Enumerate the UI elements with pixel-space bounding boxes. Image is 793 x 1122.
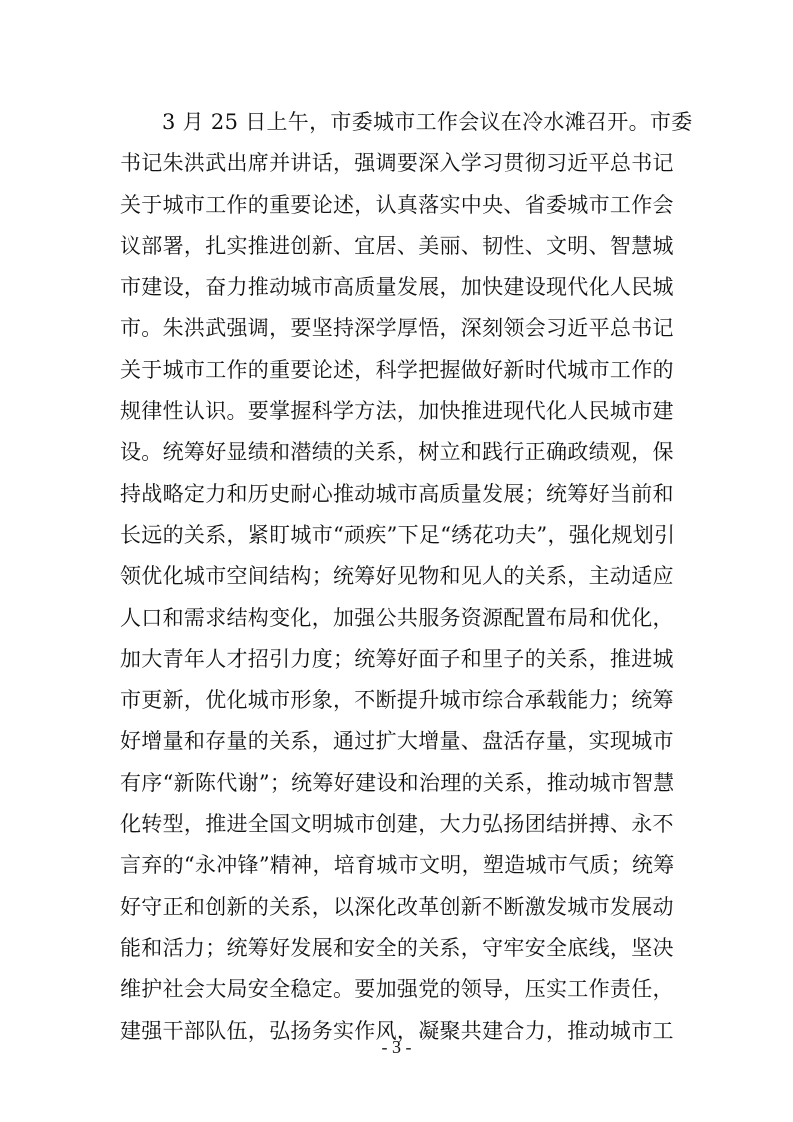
- text-line: 建强干部队伍，弘扬务实作风，凝聚共建合力，推动城市工: [120, 1018, 674, 1043]
- text-line: 议部署，扎实推进创新、宜居、美丽、韧性、文明、智慧城: [120, 233, 674, 258]
- text-line: 有序“新陈代谢”；统筹好建设和治理的关系，推动城市智慧: [120, 770, 675, 795]
- text-line: 关于城市工作的重要论述，科学把握做好新时代城市工作的: [120, 357, 674, 382]
- text-line: 书记朱洪武出席并讲话，强调要深入学习贯彻习近平总书记: [120, 151, 674, 176]
- article-body: [120, 102, 693, 1052]
- text-line: 好增量和存量的关系，通过扩大增量、盘活存量，实现城市: [120, 729, 674, 754]
- text-line: 市。朱洪武强调，要坚持深学厚悟，深刻领会习近平总书记: [120, 316, 674, 341]
- text-line: 设。统筹好显绩和潜绩的关系，树立和践行正确政绩观，保: [120, 440, 674, 465]
- text-line: 领优化城市空间结构；统筹好见物和见人的关系，主动适应: [120, 564, 674, 589]
- text-line: 能和活力；统筹好发展和安全的关系，守牢安全底线，坚决: [120, 935, 674, 960]
- text-line: 化转型，推进全国文明城市创建，大力弘扬团结拼搏、永不: [120, 812, 674, 837]
- text-line: 3 月 25 日上午，市委城市工作会议在冷水滩召开。市委: [162, 110, 693, 134]
- text-line: 人口和需求结构变化，加强公共服务资源配置布局和优化，: [120, 605, 674, 630]
- text-line: 加大青年人才招引力度；统筹好面子和里子的关系，推进城: [120, 646, 674, 671]
- text-line: 言弃的“永冲锋”精神，培育城市文明，塑造城市气质；统筹: [120, 853, 675, 878]
- text-line: 市建设，奋力推动城市高质量发展，加快建设现代化人民城: [120, 275, 674, 300]
- page-number: - 3 -: [381, 1037, 412, 1057]
- text-line: 好守正和创新的关系，以深化改革创新不断激发城市发展动: [120, 894, 674, 919]
- text-line: 维护社会大局安全稳定。要加强党的领导，压实工作责任，: [120, 977, 674, 1002]
- text-line: 市更新，优化城市形象，不断提升城市综合承载能力；统筹: [120, 688, 674, 713]
- text-line: 长远的关系，紧盯城市“顽疾”下足“绣花功夫”，强化规划引: [120, 522, 676, 547]
- text-line: 持战略定力和历史耐心推动城市高质量发展；统筹好当前和: [120, 481, 674, 506]
- text-line: 规律性认识。要掌握科学方法，加快推进现代化人民城市建: [120, 399, 674, 424]
- text-line: 关于城市工作的重要论述，认真落实中央、省委城市工作会: [120, 192, 674, 217]
